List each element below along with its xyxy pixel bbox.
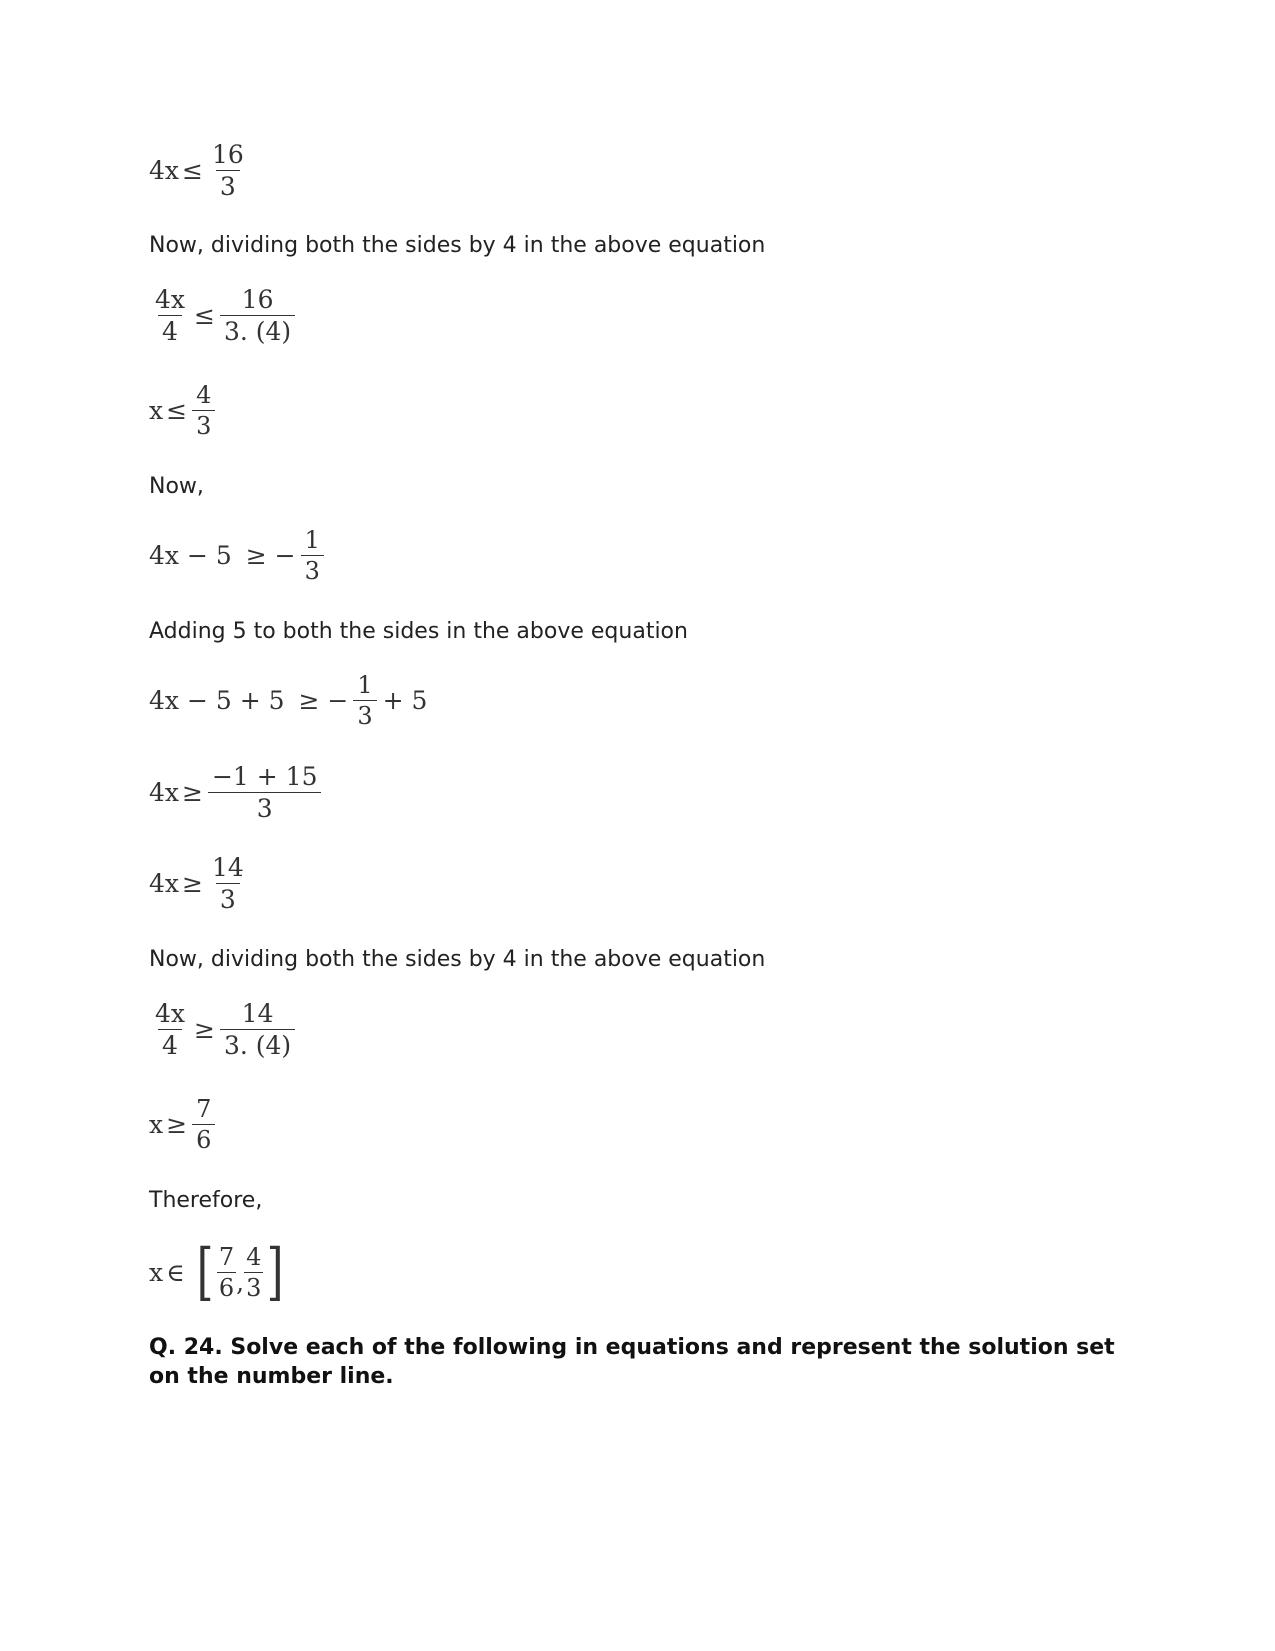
text-2: Now,: [149, 474, 204, 499]
eq8-lhs-fraction: [151, 1001, 189, 1058]
equation-6: [149, 764, 323, 821]
eq5-rel: ≥ −: [298, 686, 349, 715]
eq6-lhs: 4x: [149, 778, 180, 807]
equation-2: [149, 287, 297, 344]
eq3-rel: ≤: [166, 396, 188, 425]
equation-3: [149, 383, 217, 438]
eq9-rel: ≥: [166, 1110, 188, 1139]
eq1-denominator: 3: [216, 170, 240, 199]
eq6-denominator: 3: [208, 792, 322, 821]
eq8-rhs-numerator: 14: [241, 999, 274, 1028]
equation-9: [149, 1097, 217, 1152]
eq7-fraction: [208, 855, 248, 912]
eq3-lhs: x: [149, 396, 164, 425]
eq7-rel: ≥: [182, 869, 203, 898]
eq3-denominator: 3: [192, 410, 215, 438]
eq9-denominator: 6: [192, 1124, 215, 1152]
eq2-lhs-denominator: 4: [158, 315, 182, 344]
equation-5: [149, 673, 427, 728]
eq10-lhs: x: [149, 1257, 164, 1287]
eq10-upper-bound: [244, 1242, 263, 1302]
text-4: Now, dividing both the sides by 4 in the above equation: [149, 947, 766, 972]
eq7-lhs: 4x: [149, 869, 180, 898]
equation-10: [149, 1235, 288, 1308]
eq6-rel: ≥: [182, 778, 203, 807]
eq10-lower-numerator: 7: [218, 1242, 235, 1271]
eq1-rel: ≤: [182, 156, 203, 185]
text-3: Adding 5 to both the sides in the above equation: [149, 619, 688, 644]
eq8-rel: ≥: [194, 1015, 215, 1044]
eq3-fraction: [192, 383, 215, 438]
eq2-rhs-fraction: [220, 287, 295, 344]
eq4-denominator: 3: [301, 555, 324, 583]
eq4-lhs: 4x − 5: [149, 541, 232, 570]
eq2-lhs-numerator: 4x: [155, 285, 186, 314]
eq2-rhs-denominator: 3. (4): [220, 315, 295, 344]
text-1: Now, dividing both the sides by 4 in the above equation: [149, 233, 766, 258]
eq10-lower-denominator: 6: [218, 1273, 235, 1302]
eq2-rel: ≤: [194, 301, 215, 330]
eq1-lhs: 4x: [149, 156, 180, 185]
eq3-numerator: 4: [196, 381, 212, 409]
eq10-open-bracket: [: [196, 1235, 214, 1308]
eq10-close-bracket: ]: [266, 1235, 284, 1308]
eq10-rel: ∈: [166, 1257, 185, 1287]
eq5-denominator: 3: [353, 700, 376, 728]
question-heading: Q. 24. Solve each of the following in equations and represent the solution set on the number line.: [149, 1335, 1115, 1389]
equation-1: [149, 142, 250, 199]
eq1-numerator: 16: [211, 140, 244, 169]
eq8-lhs-denominator: 4: [158, 1029, 182, 1058]
eq5-lhs: 4x − 5 + 5: [149, 686, 285, 715]
eq6-numerator: −1 + 15: [211, 762, 318, 791]
eq4-rel: ≥ −: [245, 541, 296, 570]
equation-4: [149, 528, 326, 583]
eq6-fraction: [208, 764, 322, 821]
text-5: Therefore,: [149, 1188, 263, 1213]
eq9-fraction: [192, 1097, 215, 1152]
eq4-fraction: [301, 528, 324, 583]
eq8-rhs-fraction: [220, 1001, 295, 1058]
eq10-lower-bound: [217, 1242, 236, 1302]
equation-7: [149, 855, 250, 912]
eq4-numerator: 1: [304, 526, 320, 554]
eq2-rhs-numerator: 16: [241, 285, 274, 314]
eq5-numerator: 1: [357, 671, 373, 699]
eq10-upper-denominator: 3: [246, 1273, 262, 1302]
eq9-numerator: 7: [196, 1095, 212, 1123]
eq7-numerator: 14: [211, 853, 244, 882]
eq8-lhs-numerator: 4x: [155, 999, 186, 1028]
eq10-separator: ,: [236, 1268, 245, 1297]
eq9-lhs: x: [149, 1110, 164, 1139]
eq8-rhs-denominator: 3. (4): [220, 1029, 295, 1058]
eq1-fraction: [208, 142, 248, 199]
eq10-upper-numerator: 4: [246, 1242, 262, 1271]
equation-8: [149, 1001, 297, 1058]
eq5-tail: + 5: [382, 686, 428, 715]
eq2-lhs-fraction: [151, 287, 189, 344]
eq5-fraction: [353, 673, 376, 728]
eq7-denominator: 3: [216, 883, 240, 912]
